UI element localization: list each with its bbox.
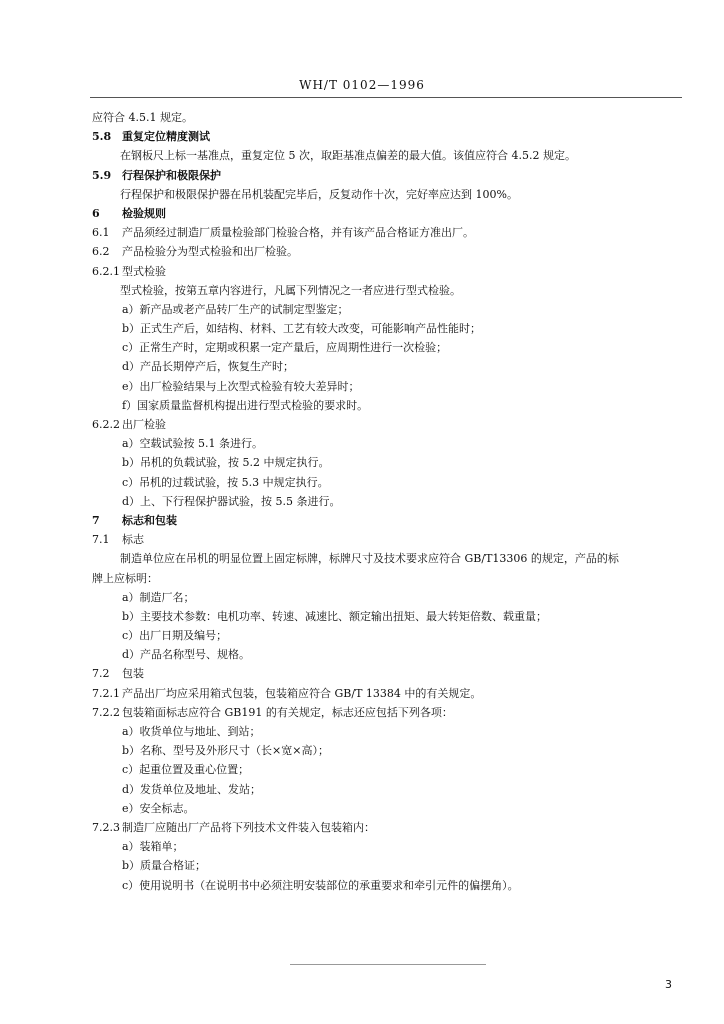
text-line xyxy=(92,146,688,165)
line-text: 行程保护和极限保护 xyxy=(122,168,221,182)
line-text: 重复定位精度测试 xyxy=(122,130,210,144)
clause-heading xyxy=(92,262,688,281)
text-line xyxy=(92,185,688,204)
line-text: 出厂检验 xyxy=(122,418,166,431)
line-text: 型式检验 xyxy=(122,264,166,278)
line-text: 检验规则 xyxy=(122,206,166,220)
clause-number: 7.2.3 xyxy=(92,820,120,834)
line-text: c）出厂日期及编号； xyxy=(122,629,228,643)
clause-heading xyxy=(92,223,688,242)
clause-heading xyxy=(92,415,688,434)
line-text: d）产品长期停产后，恢复生产时； xyxy=(122,360,295,374)
text-line xyxy=(92,549,688,568)
line-text: b）吊机的负载试验，按 5.2 中规定执行。 xyxy=(122,456,330,470)
line-text: d）发货单位及地址、发站； xyxy=(122,782,262,796)
text-line xyxy=(92,856,688,875)
text-line xyxy=(92,722,688,741)
clause-number: 6.2 xyxy=(92,245,110,259)
clause-heading xyxy=(92,204,688,223)
line-text: d）上、下行程保护器试验，按 5.5 条进行。 xyxy=(122,494,341,508)
text-line xyxy=(92,434,688,453)
clause-number: 6.1 xyxy=(92,226,110,240)
header-divider xyxy=(90,97,682,98)
clause-number: 6.2.1 xyxy=(92,264,120,278)
text-line xyxy=(92,760,688,779)
line-text: 包装 xyxy=(122,667,144,681)
page-number: 3 xyxy=(665,978,672,991)
line-text: f）国家质量监督机构提出进行型式检验的要求时。 xyxy=(122,398,369,412)
line-text: b）主要技术参数：电机功率、转速、减速比、额定输出扭矩、最大转矩倍数、载重量； xyxy=(122,609,548,623)
text-line xyxy=(92,357,688,376)
line-text: c）正常生产时，定期或积累一定产量后，应周期性进行一次检验； xyxy=(122,341,448,355)
text-line xyxy=(92,300,688,319)
text-line xyxy=(92,607,688,626)
clause-heading xyxy=(92,511,688,530)
text-line xyxy=(92,876,688,895)
clause-heading xyxy=(92,530,688,549)
text-line xyxy=(92,569,688,588)
line-text: c）起重位置及重心位置； xyxy=(122,763,250,777)
clause-number: 6.2.2 xyxy=(92,418,120,431)
text-line xyxy=(92,741,688,760)
line-text: 产品须经过制造厂质量检验部门检验合格，并有该产品合格证方准出厂。 xyxy=(122,226,474,240)
clause-number: 5.9 xyxy=(92,168,112,182)
text-line xyxy=(92,453,688,472)
line-text: a）收货单位与地址、到站； xyxy=(122,725,261,738)
footer-divider xyxy=(290,964,486,965)
text-line xyxy=(92,780,688,799)
clause-heading xyxy=(92,127,688,146)
text-line xyxy=(92,377,688,396)
clause-heading xyxy=(92,818,688,837)
line-text: b）质量合格证； xyxy=(122,859,207,873)
clause-heading xyxy=(92,664,688,683)
line-text: c）吊机的过载试验，按 5.3 中规定执行。 xyxy=(122,475,329,489)
clause-number: 7 xyxy=(92,513,100,527)
text-line xyxy=(92,473,688,492)
line-text: 应符合 4.5.1 规定。 xyxy=(92,111,193,124)
clause-number: 7.2 xyxy=(92,667,110,681)
line-text: b）正式生产后，如结构、材料、工艺有较大改变，可能影响产品性能时； xyxy=(122,322,482,336)
line-text: e）安全标志。 xyxy=(122,801,195,815)
text-line xyxy=(92,281,688,300)
clause-number: 6 xyxy=(92,206,100,220)
text-line xyxy=(92,588,688,607)
text-line xyxy=(92,396,688,415)
clause-heading xyxy=(92,166,688,185)
line-text: 标志 xyxy=(122,533,144,547)
line-text: 牌上应标明： xyxy=(92,571,158,585)
line-text: c）使用说明书（在说明书中必须注明安装部位的承重要求和牵引元件的偏摆角）。 xyxy=(122,878,519,892)
text-line xyxy=(92,645,688,664)
text-line xyxy=(92,799,688,818)
document-body xyxy=(92,108,688,895)
line-text: a）制造厂名； xyxy=(122,590,195,604)
text-line xyxy=(92,626,688,645)
text-line xyxy=(92,108,688,127)
page-header: WH/T 0102—1996 xyxy=(299,78,425,92)
text-line xyxy=(92,492,688,511)
line-text: 行程保护和极限保护器在吊机装配完毕后，反复动作十次，完好率应达到 100%。 xyxy=(120,187,518,201)
clause-number: 7.1 xyxy=(92,533,110,547)
clause-number: 5.8 xyxy=(92,130,112,144)
clause-heading xyxy=(92,703,688,722)
line-text: d）产品名称型号、规格。 xyxy=(122,648,251,662)
line-text: 产品检验分为型式检验和出厂检验。 xyxy=(122,245,298,259)
line-text: 制造单位应在吊机的明显位置上固定标牌，标牌尺寸及技术要求应符合 GB/T13306 的规定，产品的标 xyxy=(120,552,619,566)
line-text: 包装箱面标志应符合 GB191 的有关规定，标志还应包括下列各项： xyxy=(122,705,453,719)
text-line xyxy=(92,319,688,338)
line-text: 产品出厂均应采用箱式包装，包装箱应符合 GB/T 13384 中的有关规定。 xyxy=(122,686,482,700)
line-text: a）装箱单； xyxy=(122,840,184,854)
line-text: a）空载试验按 5.1 条进行。 xyxy=(122,437,264,451)
clause-heading xyxy=(92,684,688,703)
line-text: e）出厂检验结果与上次型式检验有较大差异时； xyxy=(122,379,360,393)
line-text: a）新产品或老产品转厂生产的试制定型鉴定； xyxy=(122,302,349,316)
line-text: 型式检验，按第五章内容进行，凡属下列情况之一者应进行型式检验。 xyxy=(120,283,461,297)
line-text: 标志和包装 xyxy=(122,513,177,527)
text-line xyxy=(92,837,688,856)
line-text: b）名称、型号及外形尺寸（长×宽×高）； xyxy=(122,744,329,758)
text-line xyxy=(92,338,688,357)
line-text: 制造厂应随出厂产品将下列技术文件装入包装箱内： xyxy=(122,820,375,834)
clause-heading xyxy=(92,242,688,261)
clause-number: 7.2.2 xyxy=(92,705,120,719)
clause-number: 7.2.1 xyxy=(92,686,120,700)
line-text: 在钢板尺上标一基准点，重复定位 5 次，取距基准点偏差的最大值。该值应符合 4.5.2 规定。 xyxy=(120,149,576,163)
